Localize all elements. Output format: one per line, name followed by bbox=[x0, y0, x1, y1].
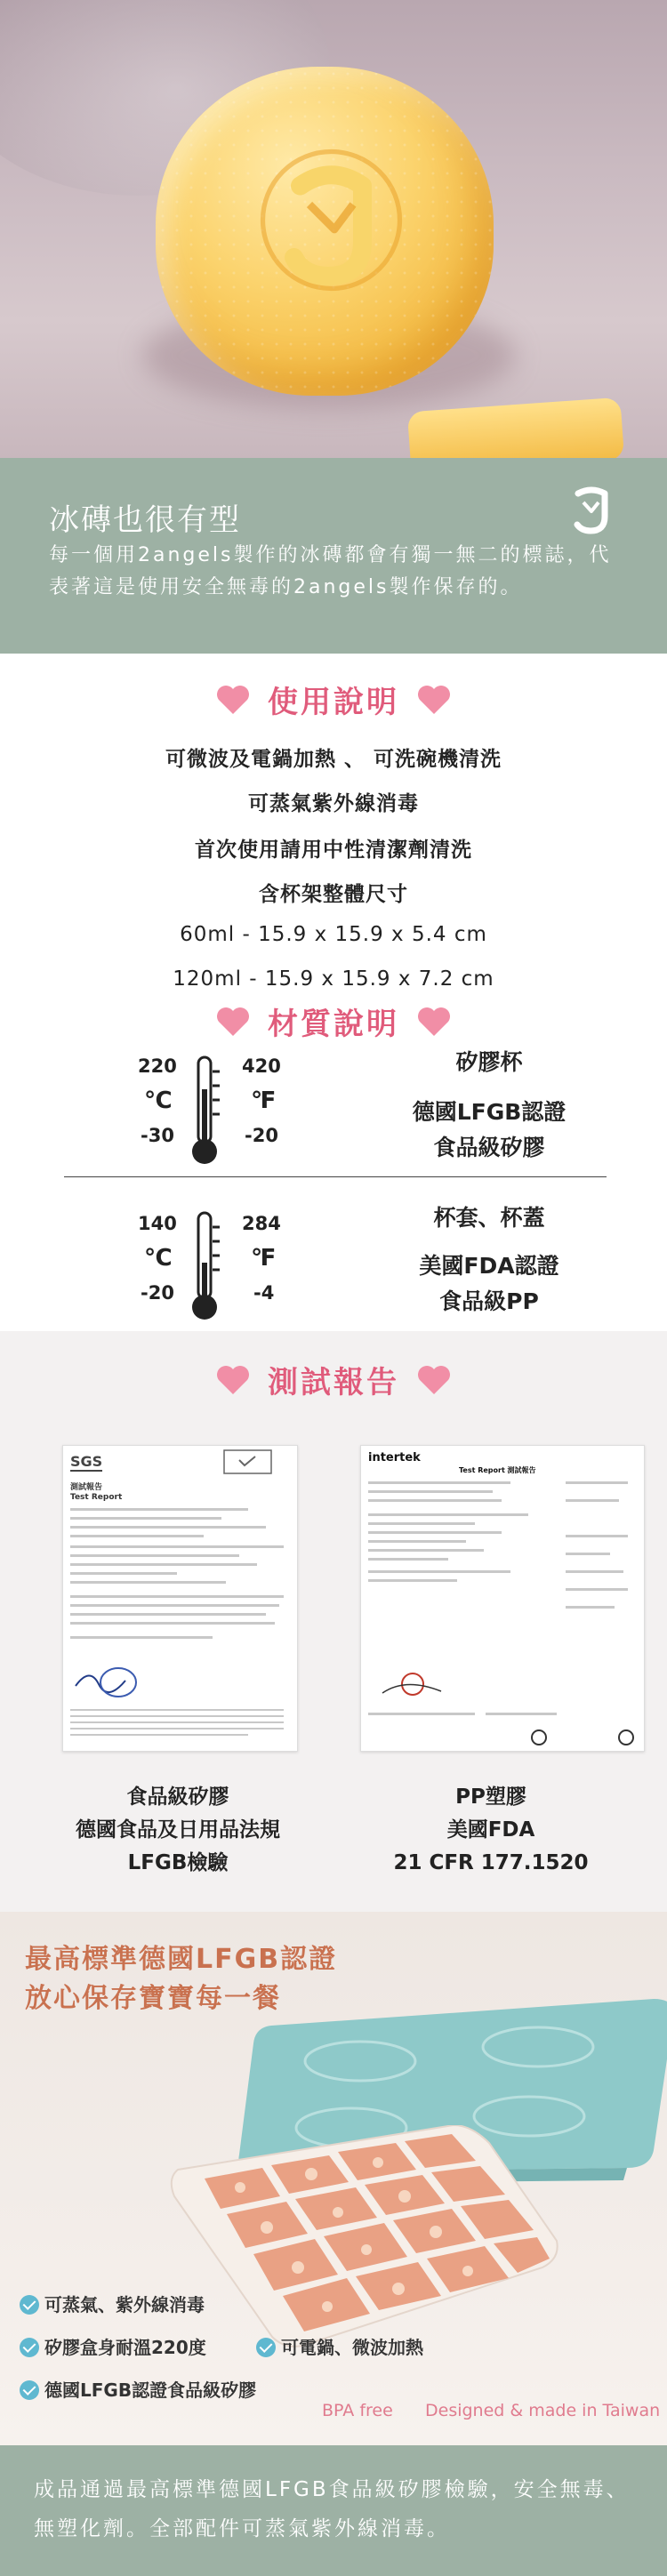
material-cert: 德國LFGB認證 bbox=[412, 1099, 567, 1125]
usage-line: 可微波及電鍋加熱 、 可洗碗機清洗 bbox=[165, 748, 502, 771]
heart-icon bbox=[215, 1364, 251, 1396]
caption-body: 每一個用2angels製作的冰磚都會有獨一無二的標誌，代表著這是使用安全無毒的2angels製作保存的。 bbox=[49, 544, 612, 598]
material-cert: 美國FDA認證 bbox=[419, 1253, 559, 1279]
freezer-tray bbox=[169, 2125, 560, 2347]
test-report-section bbox=[0, 1331, 667, 1912]
intertek-report-caption: PP塑膠 美國FDA 21 CFR 177.1520 bbox=[393, 1786, 589, 1874]
material-item-silicone bbox=[0, 1045, 667, 1178]
intertek-mark-icon bbox=[617, 1729, 635, 1746]
g-logo-icon bbox=[569, 485, 614, 534]
heart-icon bbox=[215, 684, 251, 716]
small-ice-cube bbox=[407, 397, 624, 458]
intertek-mark-icon bbox=[530, 1729, 548, 1746]
celsius-unit: ℃ bbox=[144, 1087, 173, 1114]
usage-heading-label: 使用說明 bbox=[268, 685, 399, 720]
thermometer-icon bbox=[182, 1054, 227, 1169]
feature-item: 矽膠盒身耐溫220度 bbox=[20, 2333, 206, 2359]
heart-icon bbox=[416, 1006, 452, 1038]
sgs-report-title: 測試報告 Test Report bbox=[70, 1483, 123, 1502]
intertek-report-title: Test Report 測試報告 bbox=[459, 1466, 536, 1474]
sgs-logo: SGS bbox=[70, 1453, 103, 1470]
fahrenheit-unit: ℉ bbox=[251, 1245, 277, 1272]
footer-text: 成品通過最高標準德國LFGB食品級矽膠檢驗，安全無毒、無塑化劑。全部配件可蒸氣紫外線消毒。 bbox=[34, 2478, 630, 2540]
caption-banner bbox=[0, 458, 667, 654]
check-icon bbox=[20, 2295, 39, 2315]
fahrenheit-max: 420 bbox=[242, 1055, 281, 1077]
hero-photo bbox=[0, 0, 667, 458]
celsius-unit: ℃ bbox=[144, 1245, 173, 1272]
material-grade: 食品級矽膠 bbox=[433, 1135, 545, 1160]
fahrenheit-min: -4 bbox=[253, 1282, 275, 1304]
usage-line: 60ml - 15.9 x 15.9 x 5.4 cm bbox=[180, 923, 487, 946]
sgs-report-image bbox=[62, 1445, 298, 1752]
heart-icon bbox=[215, 1006, 251, 1038]
heart-icon bbox=[416, 1364, 452, 1396]
intertek-report-image bbox=[360, 1445, 645, 1752]
material-heading-label: 材質說明 bbox=[268, 1007, 399, 1042]
celsius-min: -30 bbox=[141, 1125, 174, 1146]
celsius-min: -20 bbox=[141, 1282, 174, 1304]
test-report-heading-label: 測試報告 bbox=[268, 1365, 399, 1400]
made-in-taiwan-tag: Designed & made in Taiwan bbox=[425, 2401, 661, 2420]
ice-cube bbox=[156, 67, 494, 396]
bpa-free-tag: BPA free bbox=[322, 2401, 393, 2420]
sgs-report-caption: 食品級矽膠 德國食品及日用品法規 LFGB檢驗 bbox=[76, 1786, 280, 1874]
product-section bbox=[0, 1912, 667, 2445]
usage-heading bbox=[0, 678, 667, 722]
product-headline: 最高標準德國LFGB認證 放心保存寶寶每一餐 bbox=[25, 1944, 338, 2014]
check-icon bbox=[256, 2338, 276, 2357]
usage-line: 含杯架整體尺寸 bbox=[259, 883, 408, 906]
feature-item: 可蒸氣、紫外線消毒 bbox=[20, 2291, 205, 2316]
material-divider bbox=[64, 1176, 607, 1177]
material-heading bbox=[0, 999, 667, 1044]
fahrenheit-max: 284 bbox=[242, 1213, 281, 1234]
feature-item: 德國LFGB認證食品級矽膠 bbox=[20, 2376, 256, 2402]
fahrenheit-unit: ℉ bbox=[251, 1087, 277, 1114]
fahrenheit-min: -20 bbox=[245, 1125, 278, 1146]
intertek-logo: intertek bbox=[368, 1451, 421, 1465]
g-logo-emboss-icon bbox=[253, 142, 409, 298]
usage-line: 可蒸氣紫外線消毒 bbox=[248, 792, 419, 815]
check-icon bbox=[20, 2338, 39, 2357]
test-report-heading bbox=[0, 1358, 667, 1402]
usage-line: 120ml - 15.9 x 15.9 x 7.2 cm bbox=[173, 967, 494, 991]
material-name: 矽膠杯 bbox=[455, 1049, 523, 1075]
usage-line: 首次使用請用中性清潔劑清洗 bbox=[195, 839, 472, 862]
heart-icon bbox=[416, 684, 452, 716]
check-icon bbox=[20, 2380, 39, 2400]
material-grade: 食品級PP bbox=[439, 1288, 539, 1314]
material-name: 杯套、杯蓋 bbox=[433, 1205, 545, 1231]
signature-stamp-icon bbox=[72, 1659, 143, 1704]
thermometer-icon bbox=[182, 1209, 227, 1325]
feature-item: 可電鍋、微波加熱 bbox=[256, 2333, 423, 2359]
material-item-pp bbox=[0, 1200, 667, 1334]
celsius-max: 140 bbox=[138, 1213, 177, 1234]
certification-stamp-icon bbox=[223, 1449, 272, 1474]
signature-stamp-icon bbox=[379, 1668, 450, 1704]
celsius-max: 220 bbox=[138, 1055, 177, 1077]
caption-title: 冰磚也很有型 bbox=[49, 502, 241, 538]
footer-banner bbox=[0, 2445, 667, 2576]
